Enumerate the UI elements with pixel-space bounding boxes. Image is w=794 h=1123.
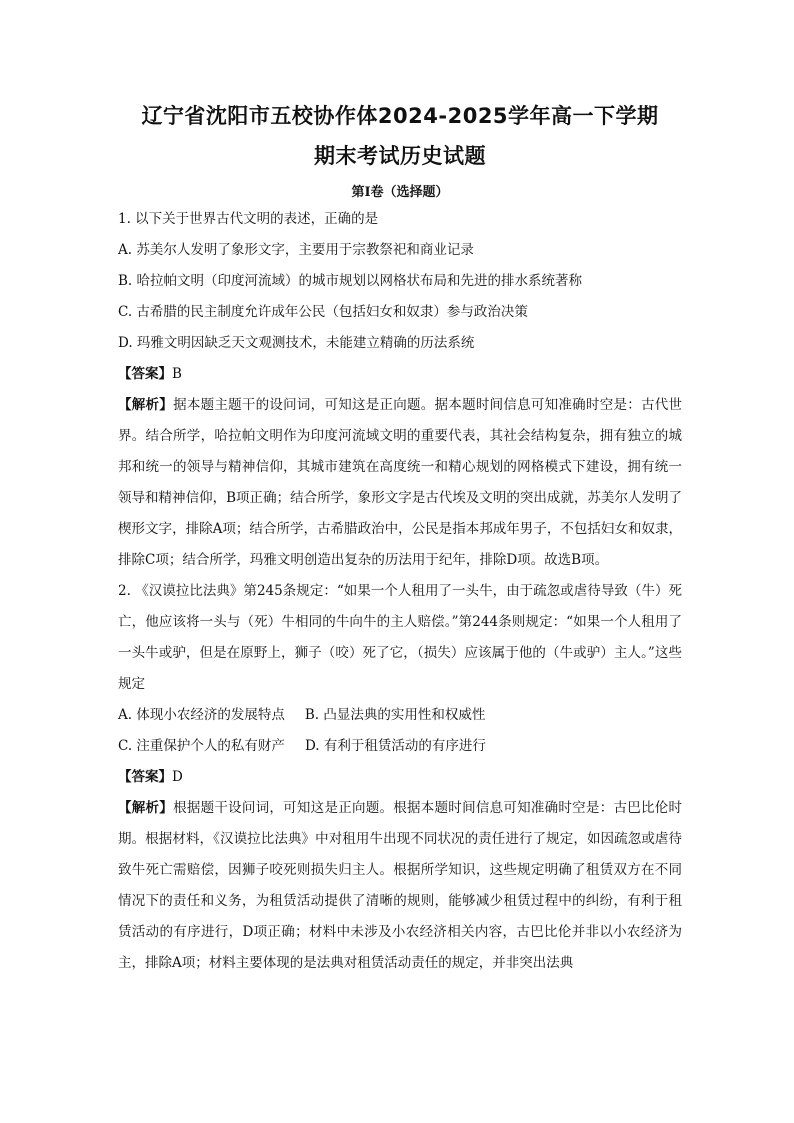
document-title: 辽宁省沈阳市五校协作体2024-2025学年高一下学期: [141, 104, 659, 128]
option-d: D. 有利于租赁活动的有序进行: [304, 738, 486, 754]
answer-tag: 【答案】: [118, 366, 172, 382]
answer-tag: 【答案】: [118, 769, 172, 785]
answer-line: [118, 762, 682, 793]
question-stem: 1. 以下关于世界古代文明的表述，正确的是: [118, 211, 379, 227]
answer-value: B: [172, 366, 182, 382]
option-c: C. 注重保护个人的私有财产: [118, 738, 285, 754]
analysis-tag: 【解析】: [118, 800, 174, 816]
option-c: C. 古希腊的民主制度允许成年公民（包括妇女和奴隶）参与政治决策: [118, 304, 528, 320]
option-a: A. 苏美尔人发明了象形文字，主要用于宗教祭祀和商业记录: [118, 242, 474, 258]
document-subtitle: 期末考试历史试题: [314, 144, 486, 168]
section-heading: 第Ⅰ卷（选择题）: [351, 185, 449, 200]
analysis-paragraph: [118, 390, 682, 576]
option-d: D. 玛雅文明因缺乏天文观测技术，未能建立精确的历法系统: [118, 335, 475, 351]
question-2: [118, 576, 682, 979]
question-stem: 2. 《汉谟拉比法典》第245条规定：“如果一个人租用了一头牛，由于疏忽或虐待导致（牛）死亡，他应该将一头与（死）牛相同的牛向牛的主人赔偿。”第244条则规定：“如果一个人租用了一头牛或驴，但是在原野上，狮子（咬）死了它，（损失）应该属于他的（牛或驴）主人。”这些规定: [118, 583, 682, 692]
option-b: B. 哈拉帕文明（印度河流域）的城市规划以网格状布局和先进的排水系统著称: [118, 273, 583, 289]
options-row-2: [118, 731, 682, 762]
analysis-text: 根据题干设问词，可知这是正向题。根据本题时间信息可知准确时空是：古巴比伦时期。根据材料，《汉谟拉比法典》中对租用牛出现不同状况的责任进行了规定，如因疏忽或虐待致牛死亡需赔偿，因狮子咬死则损失归主人。根据所学知识，这些规定明确了租赁双方在不同情况下的责任和义务，为租赁活动提供了清晰的规则，能够减少租赁过程中的纠纷，有利于租赁活动的有序进行，D项正确；材料中未涉及小农经济相关内容，古巴比伦并非以小农经济为主，排除A项；材料主要体现的是法典对租赁活动责任的规定，并非突出法典: [118, 800, 683, 971]
analysis-paragraph: [118, 793, 682, 979]
answer-line: [118, 359, 682, 390]
answer-value: D: [172, 769, 183, 785]
analysis-text: 据本题主题干的设问词，可知这是正向题。据本题时间信息可知准确时空是：古代世界。结合所学，哈拉帕文明作为印度河流域文明的重要代表，其社会结构复杂，拥有独立的城邦和统一的领导与精神信仰，其城市建筑在高度统一和精心规划的网格模式下建设，拥有统一领导和精神信仰，B项正确；结合所学，象形文字是古代埃及文明的突出成就，苏美尔人发明了楔形文字，排除A项；结合所学，古希腊政治中，公民是指本邦成年男子，不包括妇女和奴隶，排除C项；结合所学，玛雅文明创造出复杂的历法用于纪年，排除D项。故选B项。: [118, 397, 683, 568]
options-row-1: [118, 700, 682, 731]
option-b: B. 凸显法典的实用性和权威性: [304, 707, 486, 723]
question-1: [118, 204, 682, 576]
analysis-tag: 【解析】: [118, 397, 174, 413]
option-a: A. 体现小农经济的发展特点: [118, 707, 285, 723]
